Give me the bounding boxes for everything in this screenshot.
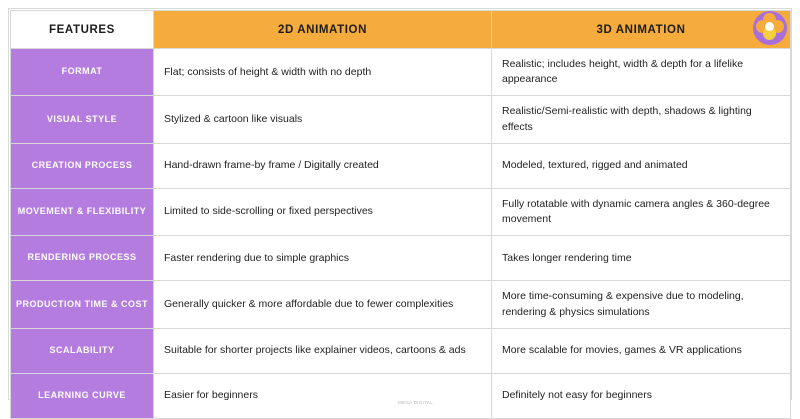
flower-logo-icon [753,11,787,45]
cell-3d: Realistic/Semi-realistic with depth, shadows & lighting effects [492,96,791,143]
column-header-3d-animation: 3D ANIMATION [492,11,791,49]
cell-3d: Fully rotatable with dynamic camera angles & 360-degree movement [492,188,791,235]
cell-3d: Realistic; includes height, width & depth for a lifelike appearance [492,49,791,96]
cell-2d: Stylized & cartoon like visuals [154,96,492,143]
table-row [11,373,791,418]
cell-2d: Limited to side-scrolling or fixed perspectives [154,188,492,235]
cell-2d: Hand-drawn frame-by frame / Digitally created [154,143,492,188]
feature-label: VISUAL STYLE [11,96,154,143]
table-row [11,281,791,328]
feature-label: CREATION PROCESS [11,143,154,188]
cell-3d: More scalable for movies, games & VR applications [492,328,791,373]
column-header-features: FEATURES [11,11,154,49]
table-header [11,11,791,49]
cell-2d: Flat; consists of height & width with no depth [154,49,492,96]
cell-2d: Faster rendering due to simple graphics [154,236,492,281]
cell-3d: Modeled, textured, rigged and animated [492,143,791,188]
cell-2d: Suitable for shorter projects like explainer videos, cartoons & ads [154,328,492,373]
feature-label: MOVEMENT & FLEXIBILITY [11,188,154,235]
logo-core [765,22,774,31]
table-body [11,49,791,419]
table-row [11,236,791,281]
cell-3d: More time-consuming & expensive due to modeling, rendering & physics simulations [492,281,791,328]
cell-2d: Generally quicker & more affordable due to fewer complexities [154,281,492,328]
feature-label: RENDERING PROCESS [11,236,154,281]
cell-2d: Easier for beginners [154,373,492,418]
column-header-2d-animation: 2D ANIMATION [154,11,492,49]
table-row [11,96,791,143]
cell-3d: Definitely not easy for beginners [492,373,791,418]
feature-label: SCALABILITY [11,328,154,373]
table-row [11,188,791,235]
feature-label: FORMAT [11,49,154,96]
credit-text: MEGA DIGITAL [398,400,434,405]
feature-label: PRODUCTION TIME & COST [11,281,154,328]
cell-3d: Takes longer rendering time [492,236,791,281]
feature-label: LEARNING CURVE [11,373,154,418]
table-row [11,49,791,96]
table-row [11,328,791,373]
comparison-table [10,10,791,419]
table-row [11,143,791,188]
